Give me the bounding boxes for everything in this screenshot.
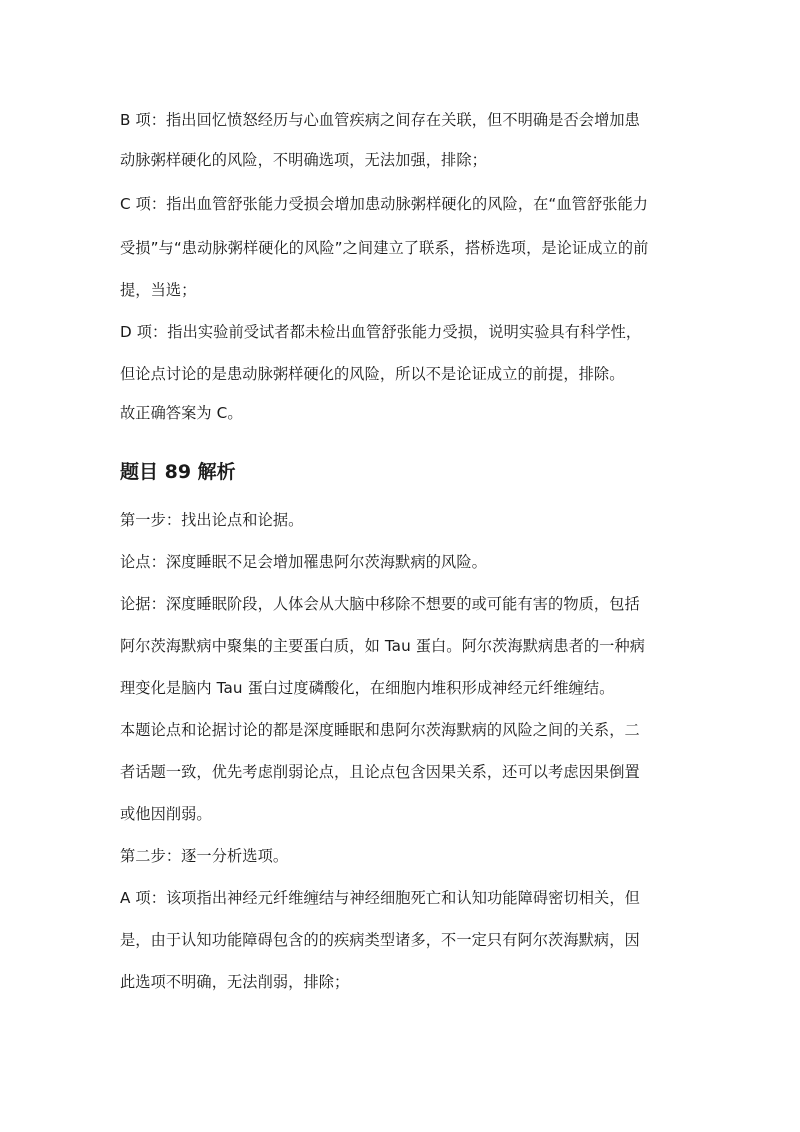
option-b-line-1: B 项：指出回忆愤怒经历与心血管疾病之间存在关联，但不明确是否会增加患 [120, 111, 640, 129]
analysis-line-3: 或他因削弱。 [120, 805, 212, 823]
option-c-line-1: C 项：指出血管舒张能力受损会增加患动脉粥样硬化的风险，在“血管舒张能力 [120, 195, 649, 213]
analysis-line-2: 者话题一致，优先考虑削弱论点，且论点包含因果关系，还可以考虑因果倒置 [120, 763, 640, 781]
option-a-line-1: A 项：该项指出神经元纤维缠结与神经细胞死亡和认知功能障碍密切相关，但 [120, 889, 640, 907]
analysis-line-1: 本题论点和论据讨论的都是深度睡眠和患阿尔茨海默病的风险之间的关系，二 [120, 721, 640, 739]
option-d-line-2: 但论点讨论的是患动脉粥样硬化的风险，所以不是论证成立的前提，排除。 [120, 365, 625, 383]
thesis-line: 论点：深度睡眠不足会增加罹患阿尔茨海默病的风险。 [120, 553, 487, 571]
evidence-line-1: 论据：深度睡眠阶段，人体会从大脑中移除不想要的或可能有害的物质，包括 [120, 595, 640, 613]
option-a-line-3: 此选项不明确，无法削弱，排除； [120, 973, 350, 991]
step-two-line: 第二步：逐一分析选项。 [120, 847, 289, 865]
answer-line: 故正确答案为 C。 [120, 404, 243, 422]
option-c-line-2: 受损”与“患动脉粥样硬化的风险”之间建立了联系，搭桥选项，是论证成立的前 [120, 239, 649, 257]
evidence-line-3: 理变化是脑内 Tau 蛋白过度磷酸化，在细胞内堆积形成神经元纤维缠结。 [120, 679, 615, 697]
step-one-line: 第一步：找出论点和论据。 [120, 511, 304, 529]
option-a-line-2: 是，由于认知功能障碍包含的的疾病类型诸多，不一定只有阿尔茨海默病，因 [120, 931, 640, 949]
evidence-line-2: 阿尔茨海默病中聚集的主要蛋白质，如 Tau 蛋白。阿尔茨海默病患者的一种病 [120, 637, 646, 655]
option-d-line-1: D 项：指出实验前受试者都未检出血管舒张能力受损，说明实验具有科学性， [120, 323, 642, 341]
option-b-line-2: 动脉粥样硬化的风险，不明确选项，无法加强，排除； [120, 151, 487, 169]
option-c-line-3: 提，当选； [120, 281, 197, 299]
section-heading: 题目 89 解析 [120, 461, 236, 483]
